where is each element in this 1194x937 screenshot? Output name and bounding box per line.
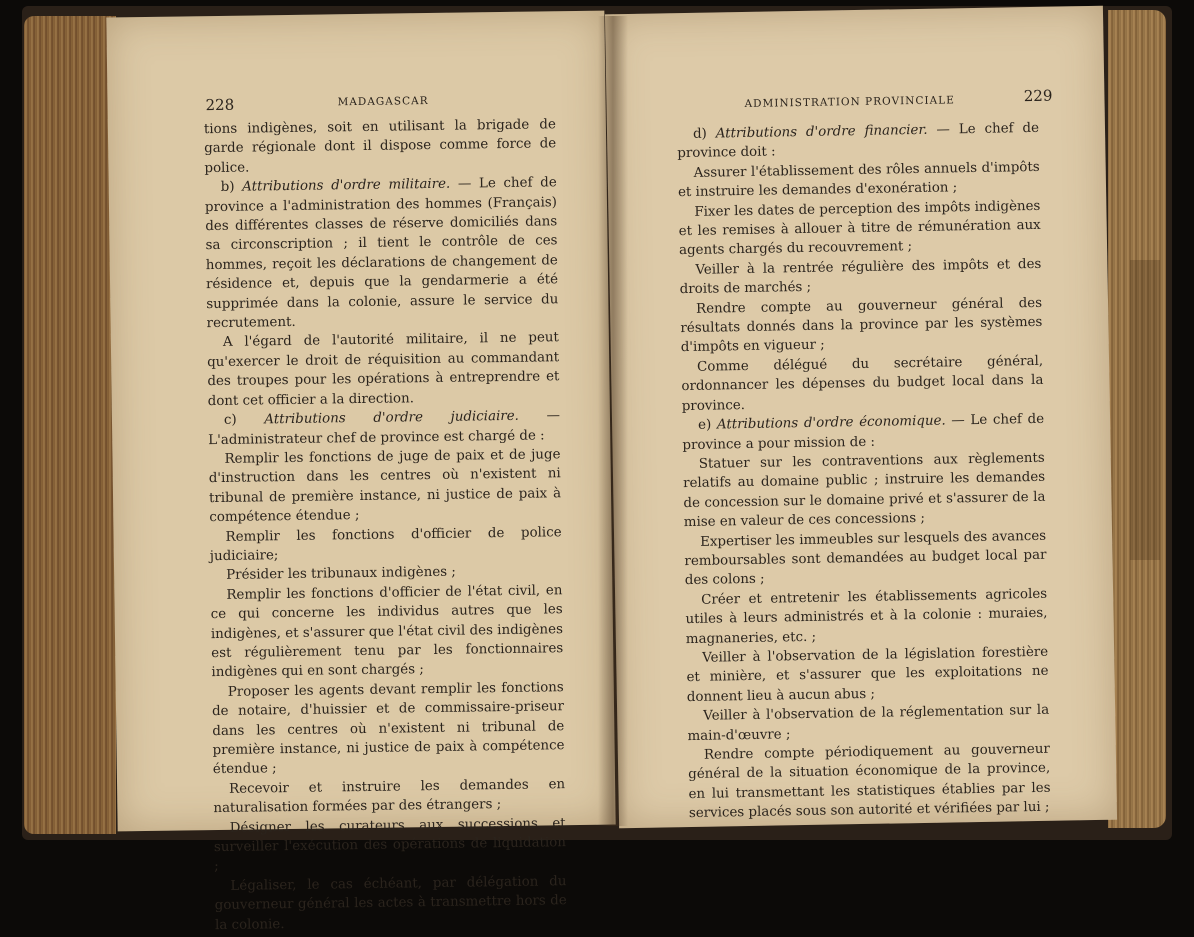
paragraph	[210, 581, 563, 683]
paragraph-text: — L'administrateur chef de province est chargé de :	[208, 408, 561, 448]
paragraph	[678, 196, 1041, 261]
paragraph-text: Rendre compte périodiquement au gouverneur général de la situation économique de la province, en lui transmettant les statistiques établies par les services placés sous son autorité et vérifiées par lui ;	[688, 741, 1051, 822]
paragraph	[688, 740, 1051, 824]
page-number: 229	[1023, 86, 1053, 106]
paragraph-text: — Le chef de province doit :	[677, 120, 1040, 162]
paragraph-text: Remplir les fonctions d'officier de police judiciaire;	[209, 524, 562, 565]
section-heading: Attributions d'ordre militaire.	[242, 176, 451, 195]
paragraph-text: Remplir les fonctions de juge de paix et de juge d'instruction dans les centres où n'existent ni tribunal de première instance, ni justice de paix à compétence étendue ;	[208, 447, 562, 526]
section-label: e)	[697, 417, 718, 433]
paragraph-text: Présider les tribunaux indigènes ;	[226, 565, 456, 584]
paragraph-text: Remplir les fonctions d'officier de l'état civil, en ce qui concerne les individus autres que les indigènes, et s'assurer que l'état civil des indigènes est régulièrement tenu par les fonctionnaires indigènes qui en sont chargés ;	[210, 582, 564, 681]
paragraph	[212, 678, 565, 780]
paragraph	[680, 293, 1043, 358]
paragraph	[208, 406, 561, 450]
running-title: ADMINISTRATION PROVINCIALE	[744, 94, 955, 110]
book-gutter	[598, 16, 628, 826]
right-page-header	[606, 86, 1104, 115]
section-label: c)	[223, 412, 265, 429]
paragraph	[205, 173, 559, 333]
paragraph-text: — Le chef de province a pour mission de :	[682, 411, 1045, 453]
paragraph-text: Statuer sur les contraventions aux règlements relatifs au domaine public ; instruire les demandes de concession sur le domaine privé et s'assurer de la mise en valeur de ces concessions ;	[683, 450, 1046, 531]
paragraph-text: Veiller à l'observation de la réglementation sur la main-d'œuvre ;	[687, 702, 1050, 744]
paragraph	[214, 872, 567, 935]
paragraph-text: Rendre compte au gouverneur général des résultats donnés dans la province par les systèmes d'impôts en vigueur ;	[680, 295, 1043, 356]
paragraph-text: Créer et entretenir les établissements agricoles utiles à leurs administrés et à la colonie : muraies, magnaneries, etc. ;	[685, 586, 1048, 647]
paragraph-text: Recevoir et instruire les demandes en naturalisation formées par des étrangers ;	[213, 776, 566, 817]
paragraph-text: — Le chef de province a l'administration des hommes (Français) des différentes classes de réserve domiciliés dans sa circonscription ; il tient le contrôle de ces hommes, reçoit les déclarations de changement de résidence et, depuis que la gendarmerie a été supprimée dans la colonie, assure le service du recrutement.	[204, 175, 559, 332]
right-page-body	[677, 119, 1051, 824]
paragraph	[687, 701, 1050, 746]
paragraph-text: Légaliser, le cas échéant, par délégation du gouverneur général les actes à transmettre hors de la colonie.	[214, 874, 567, 933]
paragraph-text: Fixer les dates de perception des impôts indigènes et les remises à allouer à titre de rémunération aux agents chargés du recouvrement ;	[678, 198, 1041, 259]
paragraph	[683, 449, 1046, 533]
paragraph	[214, 814, 567, 877]
paragraph-text: Expertiser les immeubles sur lesquels des avances remboursables sont demandées au budget local par des colons ;	[684, 528, 1047, 589]
section-heading: Attributions d'ordre économique.	[716, 413, 946, 433]
paragraph-text: A l'égard de l'autorité militaire, il ne peut qu'exercer le droit de réquisition au commandant des troupes pour les opérations à entreprendre et dont cet officier a la direction.	[207, 330, 560, 409]
left-page	[106, 11, 615, 933]
paragraph	[686, 643, 1049, 708]
paragraph	[213, 775, 566, 819]
paragraph	[682, 410, 1045, 455]
left-page-header	[107, 91, 605, 118]
paragraph-text: Veiller à l'observation de la législation forestière et minière, et s'assurer que les exploitations ne donnent lieu à aucun abus ;	[686, 644, 1049, 705]
paragraph-text: tions indigènes, soit en utilisant la brigade de garde régionale dont il dispose comme force de police.	[203, 117, 557, 176]
paragraph	[681, 352, 1044, 417]
paragraph	[677, 119, 1040, 164]
paragraph	[679, 255, 1042, 300]
section-label: d)	[692, 126, 716, 142]
paragraph	[204, 115, 557, 178]
paragraph-text: Désigner les curateurs aux successions et surveiller l'exécution des opérations de liquidation ;	[213, 815, 567, 875]
paragraph	[678, 158, 1041, 203]
left-page-body	[204, 115, 567, 935]
paragraph-text: Assurer l'établissement des rôles annuels d'impôts et instruire les demandes d'exonération ;	[677, 159, 1040, 201]
paragraph-text: Veiller à la rentrée régulière des impôts et des droits de marchés ;	[679, 256, 1042, 298]
edge-stain	[1130, 260, 1160, 560]
paragraph-text: Proposer les agents devant remplir les fonctions de notaire, d'huissier et de commissaire-priseur dans les centres où n'existent ni tribunal de première instance, ni justice de paix à compétence étendue ;	[211, 679, 565, 778]
page-number: 228	[205, 95, 235, 115]
paragraph-text: Comme délégué du secrétaire général, ordonnancer les dépenses du budget local dans la province.	[681, 353, 1044, 414]
section-heading: Attributions d'ordre financier.	[715, 122, 928, 142]
paragraph	[207, 329, 560, 412]
paragraph	[209, 523, 562, 567]
running-title: MADAGASCAR	[337, 95, 429, 109]
section-heading: Attributions d'ordre judiciaire.	[264, 408, 519, 428]
right-page	[605, 6, 1117, 829]
left-page-edges	[24, 16, 116, 834]
paragraph	[208, 445, 561, 528]
paragraph	[684, 526, 1047, 591]
paragraph	[685, 585, 1048, 650]
section-label: b)	[220, 179, 243, 196]
